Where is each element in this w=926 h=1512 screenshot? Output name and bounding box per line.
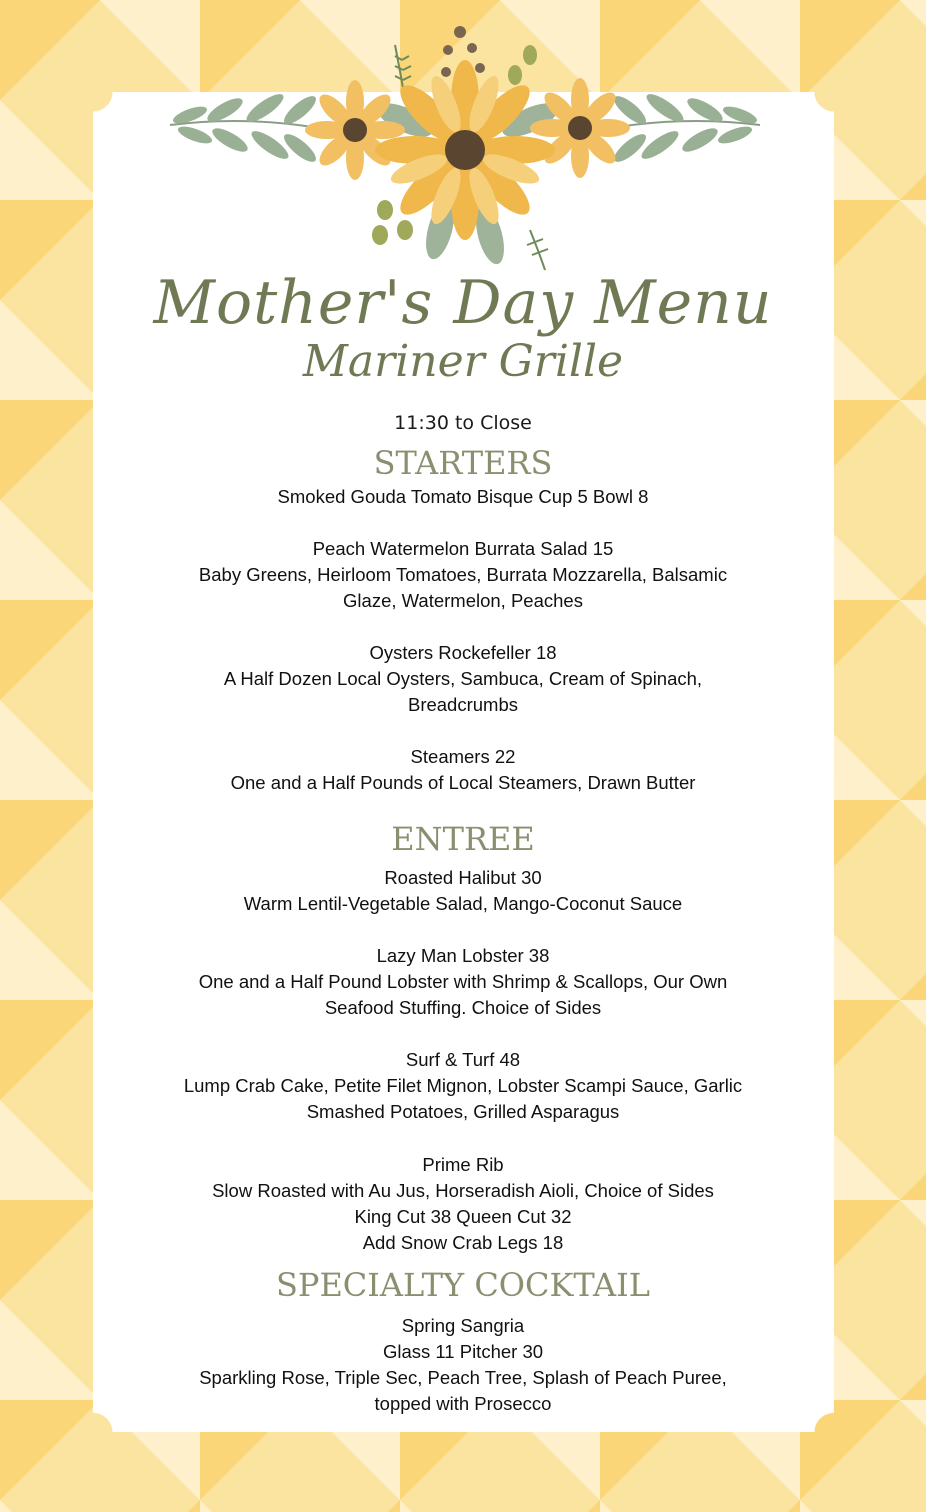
starters-heading: STARTERS	[373, 444, 553, 482]
menu-line: Surf & Turf 48	[405, 1049, 521, 1070]
cocktail-heading: SPECIALTY COCKTAIL	[275, 1266, 651, 1304]
menu-line: Lazy Man Lobster 38	[376, 945, 550, 966]
menu-line: Sparkling Rose, Triple Sec, Peach Tree, Splash of Peach Puree,	[199, 1367, 727, 1388]
menu-title: Mother's Day Menu	[153, 268, 773, 338]
menu-line: One and a Half Pounds of Local Steamers, Drawn Butter	[230, 772, 696, 793]
menu-line: A Half Dozen Local Oysters, Sambuca, Cream of Spinach,	[223, 668, 703, 689]
menu-line: Peach Watermelon Burrata Salad 15	[312, 538, 614, 559]
restaurant-name: Mariner Grille	[302, 336, 624, 387]
menu-line: Baby Greens, Heirloom Tomatoes, Burrata Mozzarella, Balsamic	[198, 564, 728, 585]
menu-line: Roasted Halibut 30	[384, 867, 542, 888]
entree-heading: ENTREE	[391, 820, 535, 858]
menu-line: Smashed Potatoes, Grilled Asparagus	[306, 1101, 620, 1122]
menu-line: Oysters Rockefeller 18	[369, 642, 557, 663]
menu-line: King Cut 38 Queen Cut 32	[354, 1206, 572, 1227]
menu-line: Glaze, Watermelon, Peaches	[343, 590, 583, 611]
menu-line: topped with Prosecco	[374, 1393, 552, 1414]
menu-line: Lump Crab Cake, Petite Filet Mignon, Lobster Scampi Sauce, Garlic	[183, 1075, 743, 1096]
menu-line: Steamers 22	[410, 746, 516, 767]
menu-line: Seafood Stuffing. Choice of Sides	[324, 997, 602, 1018]
menu-line: Smoked Gouda Tomato Bisque Cup 5 Bowl 8	[277, 486, 649, 507]
menu-line: Spring Sangria	[401, 1315, 525, 1336]
menu-line: Slow Roasted with Au Jus, Horseradish Aioli, Choice of Sides	[212, 1180, 714, 1201]
menu-line: Breadcrumbs	[407, 694, 518, 715]
menu-line: Prime Rib	[422, 1154, 504, 1175]
menu-line: Warm Lentil-Vegetable Salad, Mango-Coconut Sauce	[243, 893, 683, 914]
menu-line: One and a Half Pound Lobster with Shrimp & Scallops, Our Own	[198, 971, 728, 992]
floral-decoration-icon	[160, 20, 770, 280]
menu-line: Add Snow Crab Legs 18	[362, 1232, 564, 1253]
service-hours: 11:30 to Close	[394, 412, 532, 434]
menu-line: Glass 11 Pitcher 30	[382, 1341, 544, 1362]
